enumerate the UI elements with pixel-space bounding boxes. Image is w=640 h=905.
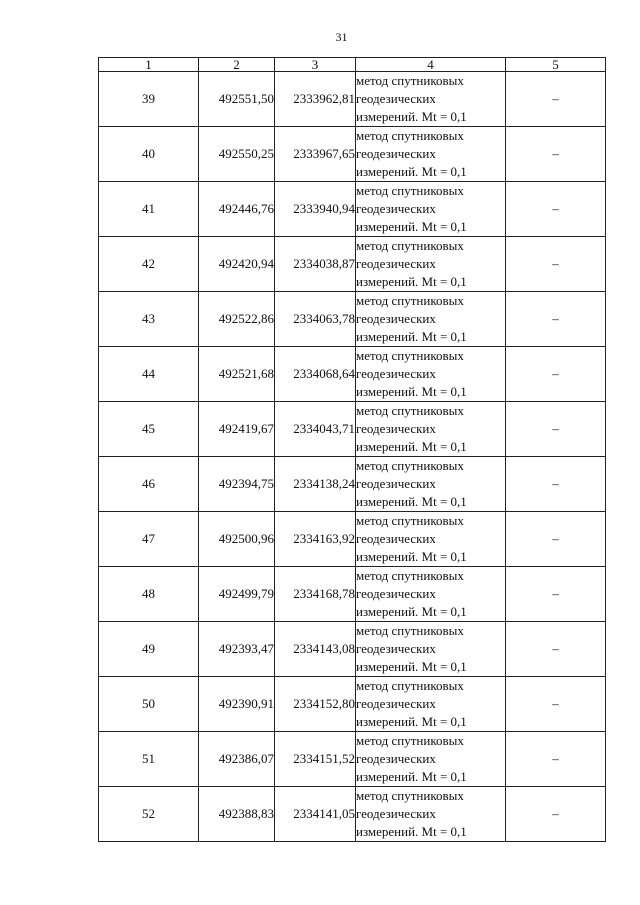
x-coordinate-cell: 492446,76: [199, 182, 275, 237]
y-coordinate-cell: 2334138,24: [275, 457, 356, 512]
note-cell: –: [506, 457, 606, 512]
table-row: [99, 127, 606, 182]
x-coordinate-cell: 492500,96: [199, 512, 275, 567]
note-cell: –: [506, 677, 606, 732]
point-number-cell: 49: [99, 622, 199, 677]
table-row: [99, 182, 606, 237]
point-number-cell: 45: [99, 402, 199, 457]
point-number-cell: 52: [99, 787, 199, 842]
x-coordinate-cell: 492393,47: [199, 622, 275, 677]
header-col-1: 1: [99, 58, 199, 72]
method-cell: метод спутниковых геодезических измерений. Mt = 0,1: [356, 237, 506, 292]
point-number-cell: 42: [99, 237, 199, 292]
y-coordinate-cell: 2333967,65: [275, 127, 356, 182]
x-coordinate-cell: 492390,91: [199, 677, 275, 732]
x-coordinate-cell: 492499,79: [199, 567, 275, 622]
method-cell: метод спутниковых геодезических измерений. Mt = 0,1: [356, 72, 506, 127]
x-coordinate-cell: 492550,25: [199, 127, 275, 182]
method-cell: метод спутниковых геодезических измерений. Mt = 0,1: [356, 732, 506, 787]
method-cell: метод спутниковых геодезических измерений. Mt = 0,1: [356, 787, 506, 842]
y-coordinate-cell: 2334143,08: [275, 622, 356, 677]
note-cell: –: [506, 732, 606, 787]
point-number-cell: 48: [99, 567, 199, 622]
note-cell: –: [506, 567, 606, 622]
method-cell: метод спутниковых геодезических измерений. Mt = 0,1: [356, 622, 506, 677]
x-coordinate-cell: 492551,50: [199, 72, 275, 127]
y-coordinate-cell: 2334151,52: [275, 732, 356, 787]
note-cell: –: [506, 787, 606, 842]
x-coordinate-cell: 492394,75: [199, 457, 275, 512]
x-coordinate-cell: 492522,86: [199, 292, 275, 347]
header-col-5: 5: [506, 58, 606, 72]
note-cell: –: [506, 292, 606, 347]
header-col-3: 3: [275, 58, 356, 72]
x-coordinate-cell: 492420,94: [199, 237, 275, 292]
table-body: [99, 72, 606, 842]
table-row: [99, 292, 606, 347]
y-coordinate-cell: 2333962,81: [275, 72, 356, 127]
method-cell: метод спутниковых геодезических измерений. Mt = 0,1: [356, 567, 506, 622]
method-cell: метод спутниковых геодезических измерений. Mt = 0,1: [356, 182, 506, 237]
y-coordinate-cell: 2334063,78: [275, 292, 356, 347]
point-number-cell: 47: [99, 512, 199, 567]
point-number-cell: 44: [99, 347, 199, 402]
y-coordinate-cell: 2333940,94: [275, 182, 356, 237]
note-cell: –: [506, 72, 606, 127]
y-coordinate-cell: 2334141,05: [275, 787, 356, 842]
point-number-cell: 51: [99, 732, 199, 787]
note-cell: –: [506, 622, 606, 677]
note-cell: –: [506, 347, 606, 402]
table-row: [99, 567, 606, 622]
table-row: [99, 72, 606, 127]
table-header-row: [99, 58, 606, 72]
y-coordinate-cell: 2334168,78: [275, 567, 356, 622]
note-cell: –: [506, 512, 606, 567]
y-coordinate-cell: 2334038,87: [275, 237, 356, 292]
table-row: [99, 512, 606, 567]
point-number-cell: 40: [99, 127, 199, 182]
method-cell: метод спутниковых геодезических измерений. Mt = 0,1: [356, 292, 506, 347]
table-row: [99, 457, 606, 512]
note-cell: –: [506, 127, 606, 182]
header-col-4: 4: [356, 58, 506, 72]
method-cell: метод спутниковых геодезических измерений. Mt = 0,1: [356, 127, 506, 182]
page-number: 31: [335, 30, 348, 44]
method-cell: метод спутниковых геодезических измерений. Mt = 0,1: [356, 402, 506, 457]
y-coordinate-cell: 2334152,80: [275, 677, 356, 732]
table-row: [99, 787, 606, 842]
table-row: [99, 402, 606, 457]
table-row: [99, 732, 606, 787]
note-cell: –: [506, 402, 606, 457]
y-coordinate-cell: 2334043,71: [275, 402, 356, 457]
point-number-cell: 41: [99, 182, 199, 237]
x-coordinate-cell: 492419,67: [199, 402, 275, 457]
method-cell: метод спутниковых геодезических измерений. Mt = 0,1: [356, 677, 506, 732]
header-col-2: 2: [199, 58, 275, 72]
table-row: [99, 677, 606, 732]
note-cell: –: [506, 182, 606, 237]
table-row: [99, 622, 606, 677]
x-coordinate-cell: 492388,83: [199, 787, 275, 842]
note-cell: –: [506, 237, 606, 292]
x-coordinate-cell: 492386,07: [199, 732, 275, 787]
table-row: [99, 237, 606, 292]
method-cell: метод спутниковых геодезических измерений. Mt = 0,1: [356, 512, 506, 567]
point-number-cell: 39: [99, 72, 199, 127]
y-coordinate-cell: 2334068,64: [275, 347, 356, 402]
y-coordinate-cell: 2334163,92: [275, 512, 356, 567]
coordinates-table: [98, 57, 606, 842]
point-number-cell: 50: [99, 677, 199, 732]
point-number-cell: 43: [99, 292, 199, 347]
x-coordinate-cell: 492521,68: [199, 347, 275, 402]
point-number-cell: 46: [99, 457, 199, 512]
method-cell: метод спутниковых геодезических измерений. Mt = 0,1: [356, 347, 506, 402]
table-row: [99, 347, 606, 402]
method-cell: метод спутниковых геодезических измерений. Mt = 0,1: [356, 457, 506, 512]
